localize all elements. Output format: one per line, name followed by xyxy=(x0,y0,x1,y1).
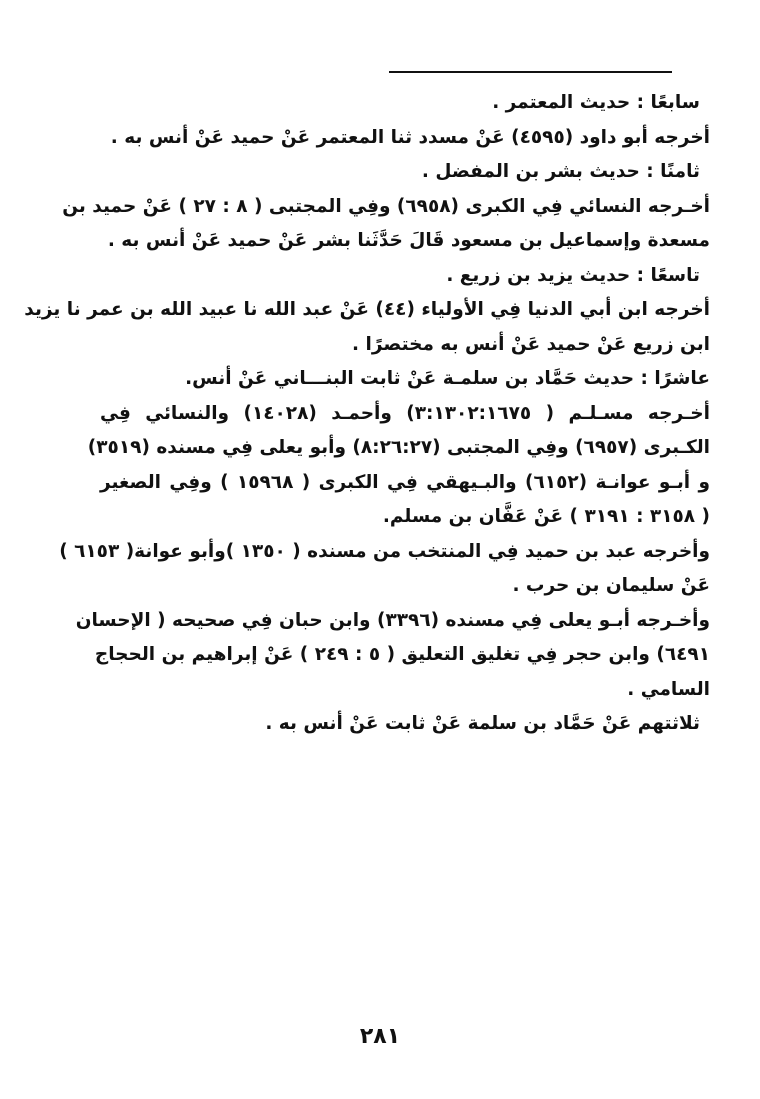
text-line: السامي . xyxy=(627,678,710,700)
text-line-section-10-heading: عاشرًا : حديث حَمَّاد بن سلمـة عَنْ ثابت البنـــاني عَنْ أنس. xyxy=(185,368,710,389)
text-line: أخرجه أبو داود (٤٥٩٥) عَنْ مسدد ثنا المعتمر عَنْ حميد عَنْ أنس به . xyxy=(110,126,710,148)
text-line: وأخرجه عبد بن حميد فِي المنتخب من مسنده ( ١٣٥٠ )وأبو عوانة( ٦١٥٣ ) xyxy=(59,540,710,562)
text-line-section-8-heading: ثامنًا : حديث بشر بن المفضل . xyxy=(421,161,700,182)
text-line: ٦٤٩١) وابن حجر فِي تغليق التعليق ( ٥ : ٢٤٩ ) عَنْ إبراهيم بن الحجاج xyxy=(94,644,710,665)
text-line: ثلاثتهم عَنْ حَمَّاد بن سلمة عَنْ ثابت عَنْ أنس به . xyxy=(265,713,700,734)
text-line: وأخـرجه أبـو يعلى فِي مسنده (٣٣٩٦) وابن حبان فِي صحيحه ( الإحسان xyxy=(75,609,710,631)
text-line-section-9-heading: تاسعًا : حديث يزيد بن زريع . xyxy=(446,264,700,286)
body-text xyxy=(24,86,710,742)
text-line: أخـرجه النسائي فِي الكبرى (٦٩٥٨) وفِي المجتبى ( ٨ : ٢٧ ) عَنْ حميد بن xyxy=(62,195,710,217)
text-line: و أبـو عوانـة (٦١٥٢) والبـيهقي فِي الكبرى ( ١٥٩٦٨ ) وفِي الصغير xyxy=(100,471,710,493)
text-line: أخـرجه مسـلـم ( ٣:١٣٠٢:١٦٧٥) وأحمـد (١٤٠٢٨) والنسائي فِي xyxy=(100,402,710,424)
text-line: ابن زريع عَنْ حميد عَنْ أنس به مختصرًا . xyxy=(352,333,710,355)
text-line: أخرجه ابن أبي الدنيا فِي الأولياء (٤٤) عَنْ عبد الله نا عبيد الله بن عمر نا يزيد xyxy=(24,299,710,320)
text-line: ( ٣١٥٨ : ٣١٩١ ) عَنْ عَفَّان بن مسلم. xyxy=(382,506,710,527)
text-line: الكـبرى (٦٩٥٧) وفِي المجتبى (٨:٢٦:٢٧) وأبو يعلى فِي مسنده (٣٥١٩) xyxy=(87,437,710,458)
text-line: مسعدة وإسماعيل بن مسعود قَالَ حَدَّثَنا بشر عَنْ حميد عَنْ أنس به . xyxy=(107,230,710,251)
footnote-separator-rule xyxy=(389,71,672,73)
text-line-section-7-heading: سابعًا : حديث المعتمر . xyxy=(492,92,700,113)
text-line: عَنْ سليمان بن حرب . xyxy=(512,575,710,596)
page-number: ٢٨١ xyxy=(359,1024,401,1049)
